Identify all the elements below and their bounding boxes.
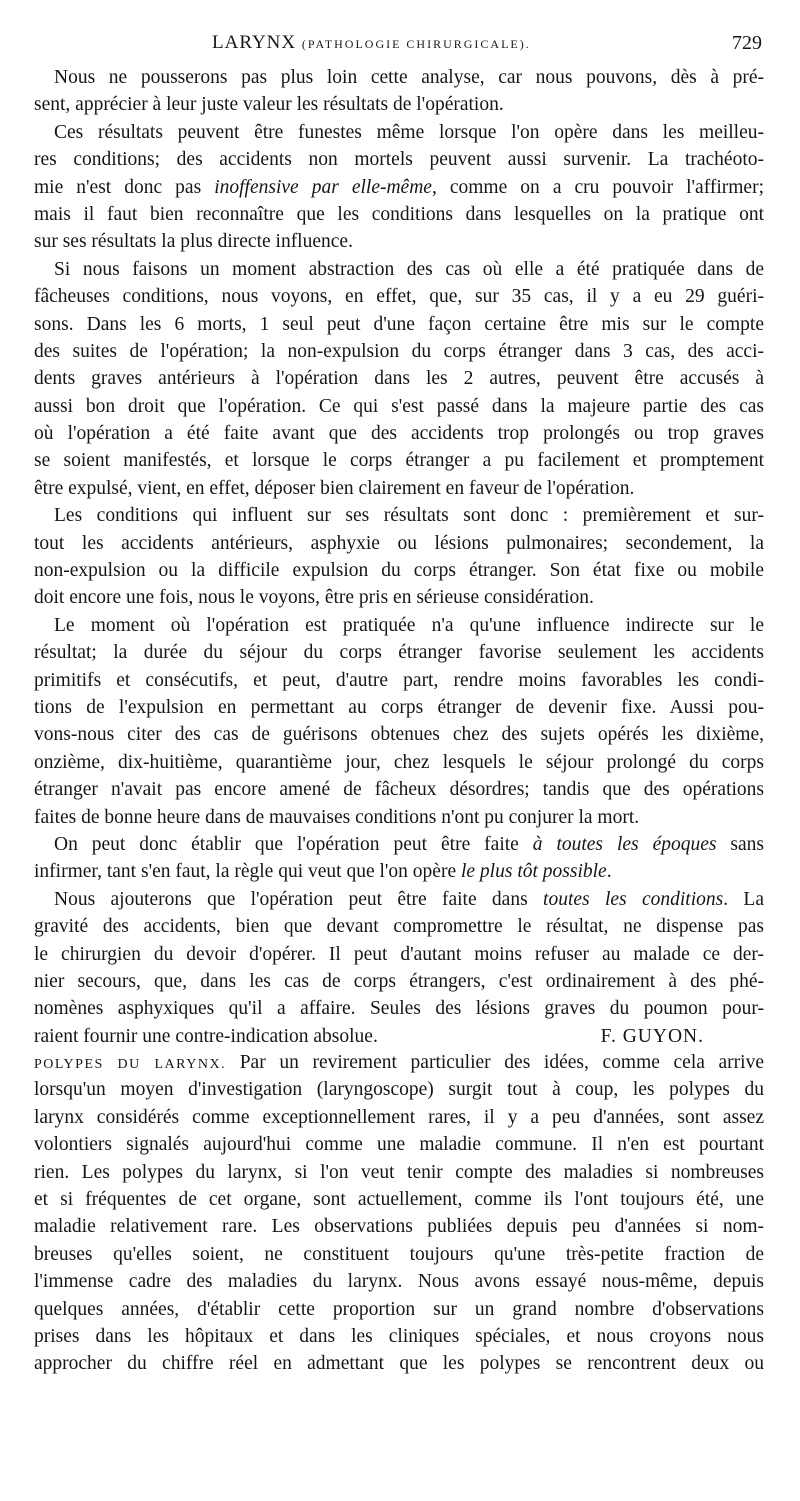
text-line xyxy=(34,557,764,584)
text-run: où l'opération a été faite avant que des accidents trop prolongés ou trop graves xyxy=(34,423,764,445)
text-run: se soient manifestés, et lorsque le corps étranger a pu facilement et promptement xyxy=(34,450,764,472)
text-line xyxy=(34,804,764,831)
running-title xyxy=(212,32,531,54)
text-line xyxy=(34,721,764,748)
text-line xyxy=(34,694,764,721)
text-run: primitifs et consécutifs, et peut, d'autre part, rendre moins favorables les condi- xyxy=(34,669,764,691)
section-body xyxy=(34,1076,764,1377)
text-line xyxy=(34,749,764,776)
text-run: onzième, dix-huitième, quarantième jour, chez lesquels le séjour prolongé du corps xyxy=(34,751,764,773)
text-run: sur ses résultats la plus directe influence. xyxy=(34,231,353,253)
text-line: maladie relativement rare. Les observations publiées depuis peu d'années si nom- xyxy=(34,1216,764,1238)
text-line xyxy=(34,311,764,338)
text-run: sons. Dans les 6 morts, 1 seul peut d'une façon certaine être mis sur le compte xyxy=(34,313,764,335)
text-run: des suites de l'opération; la non-expulsion du corps étranger dans 3 cas, des acci- xyxy=(34,340,764,362)
text-run: Si nous faisons un moment abstraction des cas où elle a été pratiquée dans de xyxy=(54,258,764,280)
closing-line xyxy=(34,1023,764,1050)
text-line xyxy=(34,420,764,447)
text-line xyxy=(34,639,764,666)
text-line: prises dans les hôpitaux et dans les cliniques spéciales, et nous croyons nous xyxy=(34,1325,764,1347)
text-run: fâcheuses conditions, nous voyons, en effet, que, sur 35 cas, il y a eu 29 guéri- xyxy=(34,286,764,308)
text-run: doit encore une fois, nous le voyons, être pris en sérieuse considération. xyxy=(34,587,594,609)
text-line: breuses qu'elles soient, ne constituent toujours qu'une très-petite fraction de xyxy=(34,1243,764,1265)
text-run: mais il faut bien reconnaître que les conditions dans lesquelles on la pratique ont xyxy=(34,203,764,225)
text-run: nomènes asphyxiques qu'il a affaire. Seules des lésions graves du poumon pour- xyxy=(34,998,764,1020)
text-line xyxy=(34,776,764,803)
text-line: volontiers signalés aujourd'hui comme une maladie commune. Il n'en est pourtant xyxy=(34,1134,764,1156)
text-run: aussi bon droit que l'opération. Ce qui s'est passé dans la majeure partie des cas xyxy=(34,395,764,417)
page-number: 729 xyxy=(732,32,762,54)
text-run: . La xyxy=(723,888,764,910)
text-run: res conditions; des accidents non mortels peuvent aussi survenir. La trachéoto- xyxy=(34,149,764,171)
text-run: Ces résultats peuvent être funestes même lorsque l'on opère dans les meilleu- xyxy=(54,121,764,143)
text-run: Nous ajouterons que l'opération peut être faite dans xyxy=(54,888,544,910)
text-line xyxy=(34,667,764,694)
text-line xyxy=(34,968,764,995)
text-line xyxy=(34,941,764,968)
text-line: larynx considérés comme exceptionnellement rares, il y a peu d'années, sont assez xyxy=(34,1106,764,1128)
laryngeal-polyps-section xyxy=(34,1049,764,1378)
text-line xyxy=(34,256,764,283)
text-line xyxy=(34,995,764,1022)
italic-phrase: à toutes les époques xyxy=(532,833,717,855)
text-line: approcher du chiffre réel en admettant que les polypes se rencontrent deux ou xyxy=(34,1353,764,1375)
section-first-line-text: Par un revirement particulier des idées, comme cela arrive xyxy=(226,1052,764,1073)
text-line xyxy=(34,393,764,420)
text-line xyxy=(34,886,764,913)
text-line xyxy=(34,831,764,858)
running-title-subtitle: (PATHOLOGIE CHIRURGICALE). xyxy=(301,37,531,51)
text-run: gravité des accidents, bien que devant compromettre le résultat, ne dispense pas xyxy=(34,916,764,938)
text-line xyxy=(34,119,764,146)
text-line xyxy=(34,365,764,392)
text-run: résultat; la durée du séjour du corps étranger favorise seulement les accidents xyxy=(34,642,764,664)
text-line: rien. Les polypes du larynx, si l'on veut tenir compte des maladies si nombreuses xyxy=(34,1161,764,1183)
text-line xyxy=(34,502,764,529)
text-line: l'immense cadre des maladies du larynx. Nous avons essayé nous-même, depuis xyxy=(34,1271,764,1293)
text-run: faites de bonne heure dans de mauvaises conditions n'ont pu conjurer la mort. xyxy=(34,806,640,828)
text-line: lorsqu'un moyen d'investigation (laryngoscope) surgit tout à coup, les polypes du xyxy=(34,1079,764,1101)
text-run: le chirurgien du devoir d'opérer. Il peut d'autant moins refuser au malade ce der- xyxy=(34,943,764,965)
text-run: sans xyxy=(716,833,764,855)
text-run: être expulsé, vient, en effet, déposer bien clairement en faveur de l'opération. xyxy=(34,477,635,499)
text-run: tout les accidents antérieurs, asphyxie ou lésions pulmonaires; secondement, la xyxy=(34,532,764,554)
running-title-main: LARYNX xyxy=(212,32,297,53)
text-line: et si fréquentes de cet organe, sont actuellement, comme ils l'ont toujours été, une xyxy=(34,1188,764,1210)
text-run: mie n'est donc pas xyxy=(34,176,215,198)
text-run: Nous ne pousserons pas plus loin cette analyse, car nous pouvons, dès à pré- xyxy=(54,67,764,88)
text-line xyxy=(34,146,764,173)
text-run: Les conditions qui influent sur ses résultats sont donc : premièrement et sur- xyxy=(54,505,764,527)
text-run: Le moment où l'opération est pratiquée n'a qu'une influence indirecte sur le xyxy=(54,614,764,636)
text-run: infirmer, tant s'en faut, la règle qui veut que l'on opère xyxy=(34,861,461,883)
text-line xyxy=(34,612,764,639)
text-line: quelques années, d'établir cette proportion sur un grand nombre d'observations xyxy=(34,1298,764,1320)
italic-phrase: toutes les conditions xyxy=(543,888,724,910)
tracheotomy-conclusion-text xyxy=(34,64,764,1050)
text-line xyxy=(34,858,764,885)
text-run: nier secours, que, dans les cas de corps étrangers, c'est ordinairement à des phé- xyxy=(34,970,764,992)
closing-text: raient fournir une contre-indication absolue. xyxy=(34,1025,378,1047)
text-run: non-expulsion ou la difficile expulsion du corps étranger. Son état fixe ou mobile xyxy=(34,560,764,582)
text-line xyxy=(34,584,764,611)
text-run: On peut donc établir que l'opération peut être faite xyxy=(54,833,533,855)
text-line xyxy=(34,174,764,201)
author-signature: F. GUYON. xyxy=(600,1025,704,1047)
running-header xyxy=(0,32,800,58)
text-run: dents graves antérieurs à l'opération dans les 2 autres, peuvent être accusés à xyxy=(34,368,764,390)
text-line xyxy=(34,64,764,91)
text-run: tions de l'expulsion en permettant au corps étranger de devenir fixe. Aussi pou- xyxy=(34,696,764,718)
italic-phrase: le plus tôt possible xyxy=(460,861,607,883)
section-first-line xyxy=(34,1049,764,1076)
text-line xyxy=(34,530,764,557)
text-run: vons-nous citer des cas de guérisons obtenues chez des sujets opérés les dixième, xyxy=(34,724,764,746)
text-line xyxy=(34,447,764,474)
text-line xyxy=(34,201,764,228)
text-line xyxy=(34,283,764,310)
text-line xyxy=(34,228,764,255)
text-line xyxy=(34,913,764,940)
text-run: , comme on a cru pouvoir l'affirmer; xyxy=(431,176,764,198)
italic-phrase: inoffensive par elle-même xyxy=(214,176,432,198)
text-line xyxy=(34,475,764,502)
text-run: étranger n'avait pas encore amené de fâcheux désordres; tandis que des opérations xyxy=(34,779,764,801)
section-heading: POLYPES DU LARYNX. xyxy=(34,1057,227,1072)
text-line xyxy=(34,91,764,118)
text-run: . xyxy=(606,861,612,883)
text-run: sent, apprécier à leur juste valeur les résultats de l'opération. xyxy=(34,94,504,116)
text-line xyxy=(34,338,764,365)
